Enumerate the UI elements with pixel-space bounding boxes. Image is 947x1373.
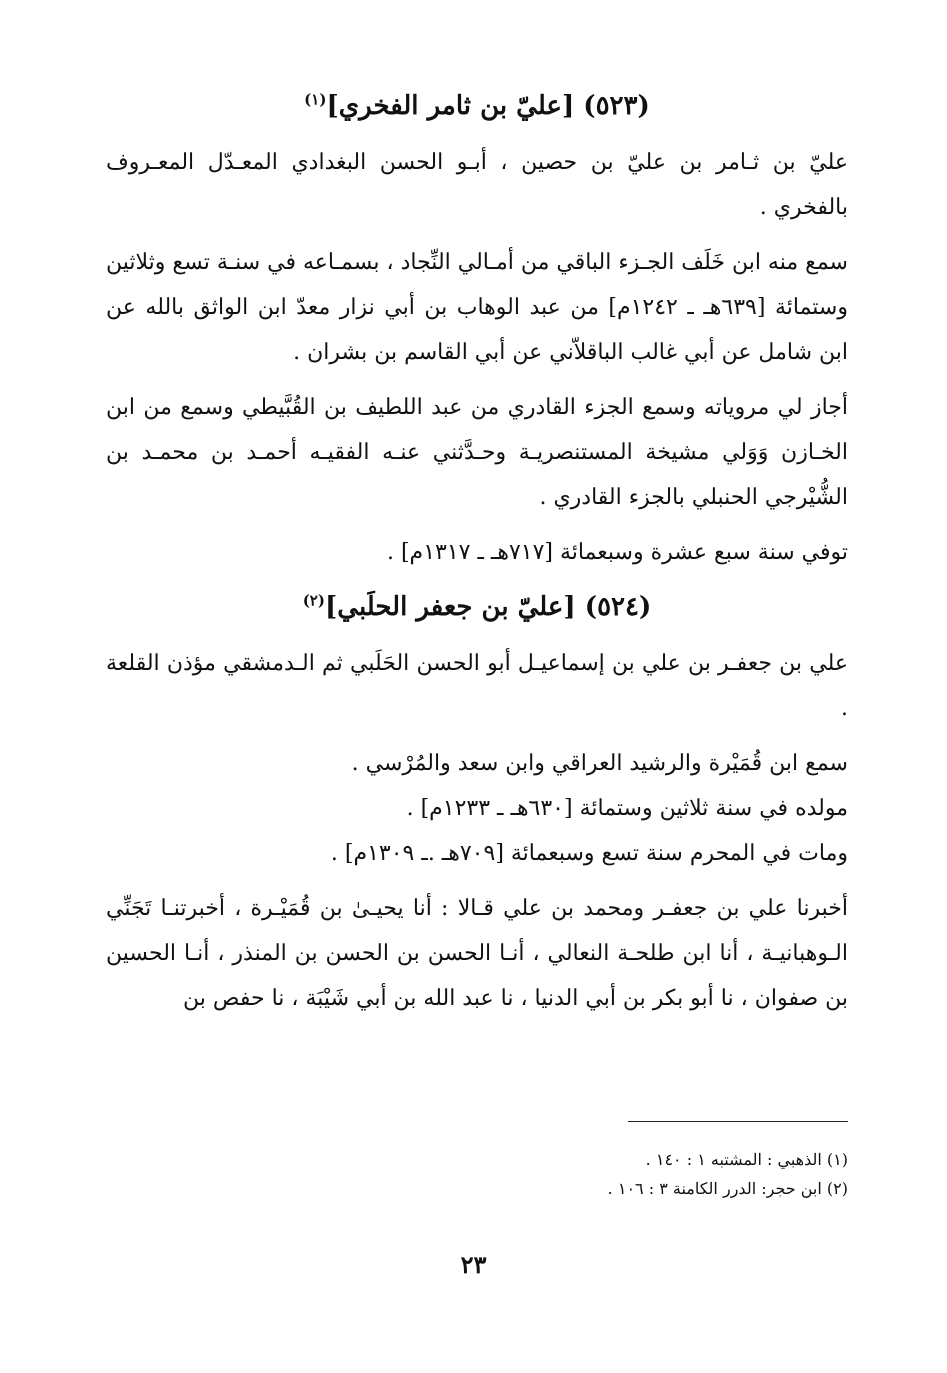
footnote-ref-2: (٢) (302, 591, 325, 610)
footnote-1: (١) الذهبي : المشتبه ١ : ١٤٠ . (645, 1150, 848, 1169)
footnote-2: (٢) ابن حجر: الدرر الكامنة ٣ : ١٠٦ . (607, 1179, 848, 1198)
footnote-ref-1: (١) (304, 90, 327, 109)
footnote-divider (628, 1121, 848, 1122)
entry-heading-524 (106, 587, 848, 627)
entry-heading-523-text: (٥٢٣) [عليّ بن ثامر الفخري] (326, 91, 650, 121)
page-body (106, 86, 848, 1021)
footnotes (106, 1145, 848, 1203)
entry-524-paragraph-2: سمع ابن قُمَيْرة والرشيد العراقي وابن سعد والمُرْسي . (351, 751, 848, 776)
entry-523-paragraph-3: أجاز لي مروياته وسمع الجزء القادري من عبد اللطيف بن القُبَّيطي وسمع من ابن الخـازن وَوَلي مشيخة المستنصريـة وحـدَّثني عنـه الفقيـه أحمـد بن محمـد بن الشُّيْرجي الحنبلي بالجزء القادري . (106, 395, 848, 510)
entry-523-paragraph-1: عليّ بن ثـامر بن عليّ بن حصين ، أبـو الحسن البغدادي المعـدّل المعـروف بالفخري . (106, 150, 848, 220)
entry-524-paragraph-5: أخبرنا علي بن جعفـر ومحمد بن علي قـالا : أنا يحيـىٰ بن قُمَيْـرة ، أخبرتنـا تَجَنِّي الـوهبانيـة ، أنا ابن طلحـة النعالي ، أنـا الحسن بن الحسن بن المنذر ، أنـا الحسين بن صفوان ، نا أبو بكر بن أبي الدنيا ، نا عبد الله بن أبي شَيْبَة ، نا حفص بن (106, 896, 848, 1011)
entry-heading-524-text: (٥٢٤) [عليّ بن جعفر الحلَبي] (324, 592, 652, 622)
entry-524-paragraph-3: مولده في سنة ثلاثين وستمائة [٦٣٠هـ ـ ١٢٣٣م] . (406, 796, 848, 821)
entry-524-paragraph-1: علي بن جعفـر بن علي بن إسماعيـل أبو الحسن الحَلَبي ثم الـدمشقي مؤذن القلعة . (106, 651, 849, 721)
entry-523-paragraph-4: توفي سنة سبع عشرة وسبعمائة [٧١٧هـ ـ ١٣١٧م] . (386, 540, 848, 565)
entry-524-paragraph-4: ومات في المحرم سنة تسع وسبعمائة [٧٠٩هـ .ـ ١٣٠٩م] . (330, 841, 848, 866)
entry-523-paragraph-2: سمع منه ابن خَلَف الجـزء الباقي من أمـالي النِّجاد ، بسمـاعه في سنـة تسع وثلاثين وستمائة [٦٣٩هـ ـ ١٢٤٢م] من عبد الوهاب بن أبي نزار معدّ ابن الواثق بالله عن ابن شامل عن أبي غالب الباقلاّني عن أبي القاسم بن بشران . (106, 250, 848, 365)
entry-heading-523 (106, 86, 848, 126)
page-number: ٢٣ (460, 1250, 487, 1279)
